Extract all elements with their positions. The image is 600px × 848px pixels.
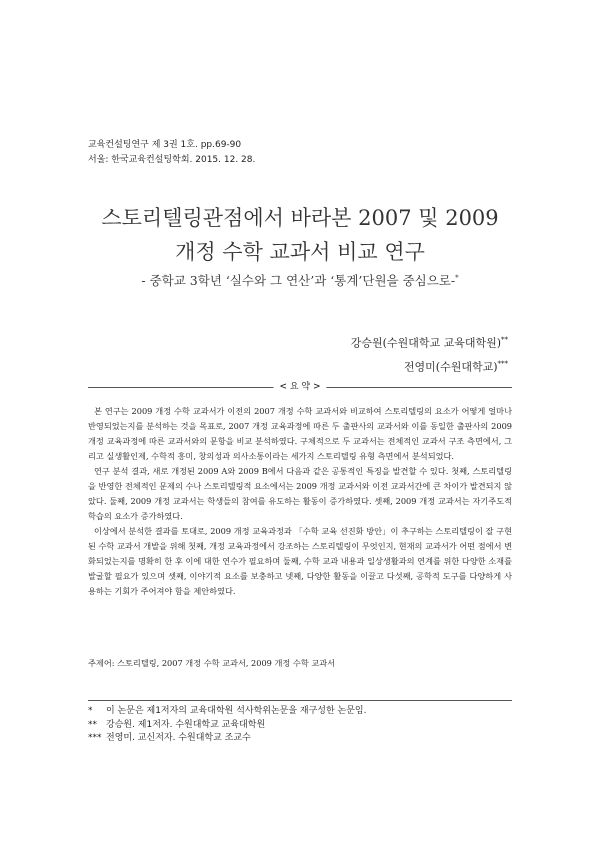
footnote-1-mark: * xyxy=(88,706,93,716)
abstract-paragraph-3: 이상에서 분석한 결과를 토대로, 2009 개정 교육과정과 「수학 교육 선진화 방안」이 추구하는 스토리텔링이 잘 구현된 수학 교과서 개발을 위해 첫째, 개정 교육과정에서 강조하는 스토리텔링이 무엇인지, 현재의 교과서가 어떤 점에서 변화되었는지를 명확히 한 후 이에 대한 연수가 필요하며 둘째, 수학 교과 내용과 일상생활과의 연계를 위한 다양한 소재를 발굴할 필요가 있으며 셋째, 이야기적 요소를 보충하고 넷째, 다양한 활동을 이끌고 다섯째, 공학적 도구를 다양하게 사용하는 기회가 주어져야 함을 제안하였다. xyxy=(88,526,512,596)
title-line-2: 개정 수학 교과서 비교 연구 xyxy=(175,240,425,264)
title-line-1: 스토리텔링관점에서 바라본 2007 및 2009 xyxy=(101,206,499,230)
subtitle xyxy=(0,271,600,289)
footnote-2 xyxy=(88,719,512,733)
footnote-1-text: 이 논문은 제1저자의 교육대학원 석사학위논문을 재구성한 논문임. xyxy=(106,706,367,716)
journal-info xyxy=(88,138,255,168)
footnote-1 xyxy=(88,705,512,719)
footnotes xyxy=(88,700,512,746)
author-2-mark: *** xyxy=(497,359,508,368)
abstract-paragraph-1: 본 연구는 2009 개정 수학 교과서가 이전의 2007 개정 수학 교과서와 비교하여 스토리텔링의 요소가 어떻게 얼마나 반영되었는지를 분석하는 것을 목표로, 2007 개정 교육과정에 따른 두 출판사의 교과서와 이를 동일한 출판사의 2009 개정 교육과정에 따른 교과서와의 문항을 비교 분석하였다. 구체적으로 두 교과서는 전체적인 교과서 구조 측면에서, 그리고 실생활인제, 수학적 흥미, 창의성과 의사소통이라는 세가지 스토리텔링 유형 측면에서 분석되었다. xyxy=(88,406,512,461)
journal-line-2: 서울: 한국교육컨설팅학회. 2015. 12. 28. xyxy=(88,155,256,165)
abstract-heading-label: < 요 약 > xyxy=(273,380,326,394)
footnote-2-text: 강승원. 제1저자. 수원대학교 교육대학원 xyxy=(106,719,266,730)
author-1 xyxy=(351,330,508,354)
author-1-mark: ** xyxy=(501,336,508,344)
footnote-3-text: 전영미. 교신저자. 수원대학교 조교수 xyxy=(106,733,251,743)
footnote-2-mark: ** xyxy=(88,719,97,730)
authors xyxy=(351,330,508,377)
author-2 xyxy=(351,354,508,378)
footnote-rule xyxy=(88,700,512,701)
subtitle-footnote-mark: * xyxy=(455,273,459,282)
journal-line-1: 교육컨설팅연구 제 3권 1호. pp.69-90 xyxy=(88,140,242,150)
footnote-3-mark: *** xyxy=(88,733,102,743)
abstract-paragraph-2: 연구 분석 결과, 새로 개정된 2009 A와 2009 B에서 다음과 같은 공통적인 특징을 발견할 수 있다. 첫째, 스토리텔링을 반영한 전체적인 문제의 수나 스토리텔링적 요소에서는 2009 개정 교과서와 이전 교과서간에 큰 차이가 발견되지 않았다. 둘째, 2009 개정 교과서는 학생들의 참여를 유도하는 활동이 증가하였다. 셋째, 2009 개정 교과서는 자기주도적 학습의 요소가 증가하였다. xyxy=(88,466,512,521)
footnote-3 xyxy=(88,732,512,746)
author-2-text: 전영미(수원대학교) xyxy=(403,360,498,374)
author-1-text: 강승원(수원대학교 교육대학원) xyxy=(350,336,501,350)
abstract-body xyxy=(88,404,512,599)
keywords: 주제어: 스토리텔링, 2007 개정 수학 교과서, 2009 개정 수학 교과서 xyxy=(88,658,336,668)
abstract-heading xyxy=(88,380,512,394)
subtitle-text: - 중학교 3학년 ‘실수와 그 연산’과 ‘통계’단원을 중심으로- xyxy=(141,273,456,288)
